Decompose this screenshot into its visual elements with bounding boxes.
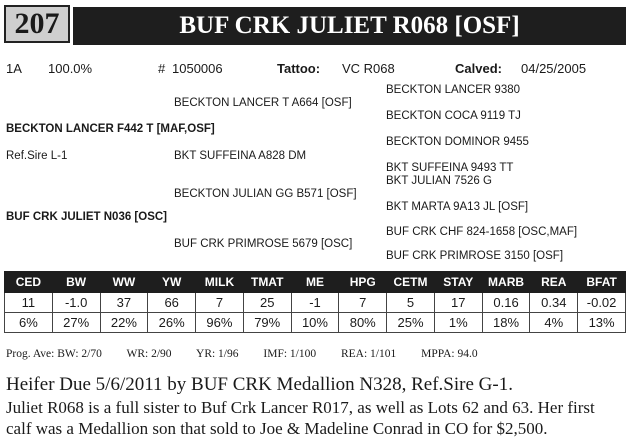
calved-date: 04/25/2005 — [521, 61, 587, 76]
epd-percentile-cell: 27% — [52, 313, 100, 333]
pedigree-ds-dam: BKT MARTA 9A13 JL [OSF] — [386, 201, 529, 213]
tattoo-value: VC R068 — [342, 61, 395, 76]
pedigree-dam-sire: BECKTON JULIAN GG B571 [OSF] — [174, 188, 357, 200]
pedigree-dam: BUF CRK JULIET N036 [OSC] — [6, 211, 168, 223]
pedigree-sire-ref: Ref.Sire L-1 — [6, 150, 68, 162]
epd-value-cell: 7 — [339, 293, 387, 313]
epd-header-marb: MARB — [482, 272, 530, 293]
epd-value-cell: 0.16 — [482, 293, 530, 313]
lot-remarks: Juliet R068 is a full sister to Buf Crk Lancer R017, as well as Lots 62 and 63. Her first calf was a Medallion son that sold to Joe & Madeline Conrad in CO for $2,500. — [6, 398, 595, 438]
epd-header-cetm: CETM — [387, 272, 435, 293]
epd-value-row — [5, 293, 626, 313]
calved-label: Calved: — [455, 61, 502, 76]
pedigree-ss-sire: BECKTON LANCER 9380 — [386, 84, 521, 96]
tattoo-label: Tattoo: — [277, 61, 321, 76]
epd-percentile-cell: 1% — [434, 313, 482, 333]
registration-number: 1050006 — [172, 61, 223, 76]
epd-value-cell: 7 — [196, 293, 244, 313]
epd-header-me: ME — [291, 272, 339, 293]
pedigree-ds-sire: BKT JULIAN 7526 G — [386, 175, 492, 187]
epd-header-bw: BW — [52, 272, 100, 293]
epd-value-cell: 37 — [100, 293, 148, 313]
epd-percentile-cell: 6% — [5, 313, 53, 333]
progeny-mppa: MPPA: 94.0 — [421, 348, 478, 360]
epd-value-cell: 5 — [387, 293, 435, 313]
epd-header-ww: WW — [100, 272, 148, 293]
epd-header-bfat: BFAT — [578, 272, 626, 293]
epd-percentile-cell: 80% — [339, 313, 387, 333]
epd-header-rea: REA — [530, 272, 578, 293]
pedigree-sd-dam: BKT SUFFEINA 9493 TT — [386, 162, 514, 174]
animal-name-title: BUF CRK JULIET R068 [OSF] — [73, 7, 626, 45]
epd-percentile-cell: 26% — [148, 313, 196, 333]
epd-value-cell: 11 — [5, 293, 53, 313]
heifer-due-line: Heifer Due 5/6/2011 by BUF CRK Medallion N328, Ref.Sire G-1. — [6, 374, 513, 395]
pedigree-dd-sire: BUF CRK CHF 824-1658 [OSC,MAF] — [386, 226, 578, 238]
epd-percentile-cell: 10% — [291, 313, 339, 333]
epd-value-cell: 66 — [148, 293, 196, 313]
group-label: 1A — [6, 61, 22, 76]
progeny-rea: REA: 1/101 — [340, 348, 397, 360]
pedigree-ss-dam: BECKTON COCA 9119 TJ — [386, 110, 521, 122]
epd-header-row — [5, 272, 626, 293]
progeny-imf: IMF: 1/100 — [263, 348, 317, 360]
pedigree-sire-sire: BECKTON LANCER T A664 [OSF] — [174, 97, 352, 109]
pedigree-sd-sire: BECKTON DOMINOR 9455 — [386, 136, 529, 148]
lot-number: 207 — [4, 5, 70, 43]
epd-header-ced: CED — [5, 272, 53, 293]
epd-header-yw: YW — [148, 272, 196, 293]
epd-percentile-row — [5, 313, 626, 333]
pedigree-sire-dam: BKT SUFFEINA A828 DM — [174, 150, 307, 162]
percent-value: 100.0% — [48, 61, 93, 76]
epd-percentile-cell: 13% — [578, 313, 626, 333]
epd-header-stay: STAY — [434, 272, 482, 293]
epd-percentile-cell: 25% — [387, 313, 435, 333]
pedigree-sire: BECKTON LANCER F442 T [MAF,OSF] — [6, 123, 215, 135]
epd-percentile-cell: 79% — [243, 313, 291, 333]
epd-percentile-cell: 22% — [100, 313, 148, 333]
epd-value-cell: 0.34 — [530, 293, 578, 313]
pedigree-dd-dam: BUF CRK PRIMROSE 3150 [OSF] — [386, 250, 564, 262]
epd-value-cell: 17 — [434, 293, 482, 313]
epd-percentile-cell: 96% — [196, 313, 244, 333]
pedigree-dam-dam: BUF CRK PRIMROSE 5679 [OSC] — [174, 238, 353, 250]
progeny-wr: WR: 2/90 — [126, 348, 172, 360]
epd-header-tmat: TMAT — [243, 272, 291, 293]
epd-value-cell: 25 — [243, 293, 291, 313]
epd-table — [4, 271, 626, 333]
epd-header-hpg: HPG — [339, 272, 387, 293]
epd-value-cell: -0.02 — [578, 293, 626, 313]
progeny-bw: Prog. Ave: BW: 2/70 — [6, 348, 102, 360]
epd-value-cell: -1.0 — [52, 293, 100, 313]
epd-percentile-cell: 18% — [482, 313, 530, 333]
epd-value-cell: -1 — [291, 293, 339, 313]
progeny-averages — [6, 348, 500, 360]
epd-header-milk: MILK — [196, 272, 244, 293]
epd-percentile-cell: 4% — [530, 313, 578, 333]
registration-label: # — [158, 61, 166, 76]
progeny-yr: YR: 1/96 — [196, 348, 239, 360]
